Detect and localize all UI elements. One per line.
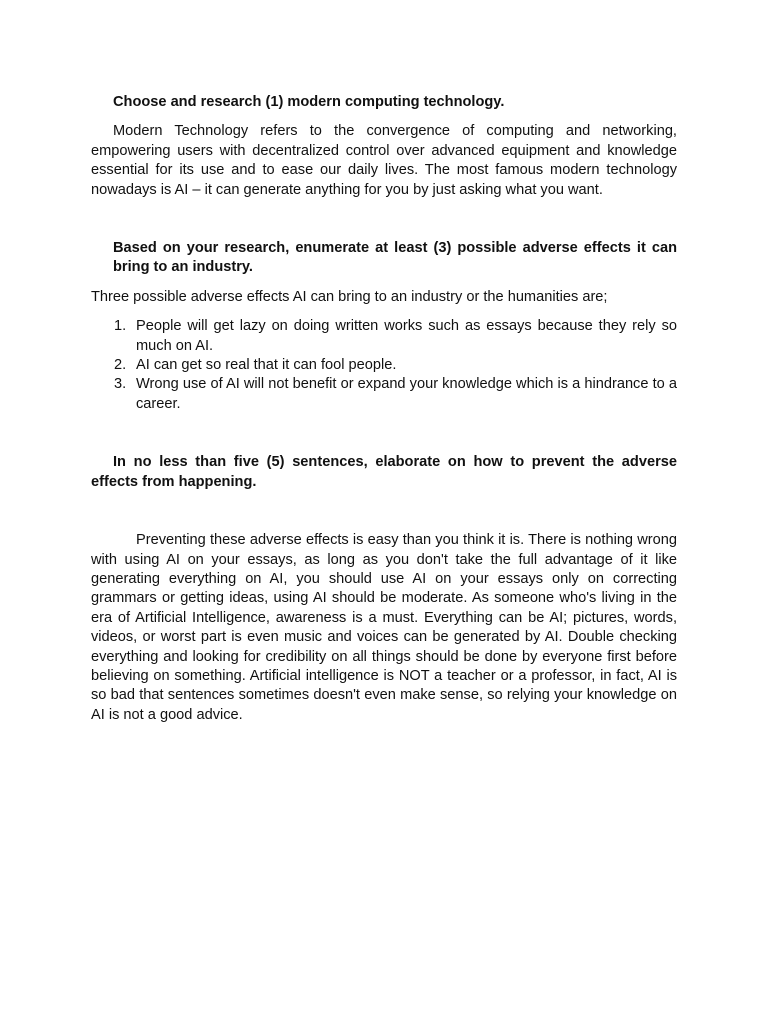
section-2-heading: Based on your research, enumerate at least (3) possible adverse effects it can bring to an industry. xyxy=(113,240,677,276)
section-1-heading: Choose and research (1) modern computing technology. xyxy=(113,94,505,110)
list-item-text: People will get lazy on doing written works such as essays because they rely so much on AI. xyxy=(136,318,677,354)
list-item xyxy=(91,375,677,414)
list-item-number: 2. xyxy=(114,357,127,374)
list-item xyxy=(91,317,677,356)
adverse-effects-list xyxy=(91,317,677,414)
section-2-intro: Three possible adverse effects AI can bring to an industry or the humanities are; xyxy=(91,288,608,305)
list-item-number: 3. xyxy=(114,376,127,393)
list-item-text: AI can get so real that it can fool people. xyxy=(136,357,397,374)
document-body xyxy=(91,93,677,725)
list-item-number: 1. xyxy=(114,318,127,335)
section-3-heading: In no less than five (5) sentences, elaborate on how to prevent the adverse effects from happening. xyxy=(91,454,677,490)
list-item xyxy=(91,356,677,375)
section-3-paragraph: Preventing these adverse effects is easy than you think it is. There is nothing wrong with using AI on your essays, as long as you don't take the full advantage of it like generating everything on AI, you should use AI on your essays only on correcting grammars or getting ideas, using AI should be moderate. As someone who's living in the era of Artificial Intelligence, awareness is a must. Everything can be AI; pictures, words, videos, or worst part is even music and voices can be generated by AI. Double checking everything and looking for credibility on all things should be done by everyone first before believing on something. Artificial intelligence is NOT a teacher or a professor, in fact, AI is so bad that sentences sometimes doesn't even make sense, so relying your knowledge on AI is not a good advice. xyxy=(91,532,677,723)
section-1-paragraph: Modern Technology refers to the convergence of computing and networking, empowering users with decentralized control over advanced equipment and knowledge essential for its use and to ease our daily lives. The most famous modern technology nowadays is AI – it can generate anything for you by just asking what you want. xyxy=(91,123,677,198)
list-item-text: Wrong use of AI will not benefit or expand your knowledge which is a hindrance to a career. xyxy=(136,376,677,412)
